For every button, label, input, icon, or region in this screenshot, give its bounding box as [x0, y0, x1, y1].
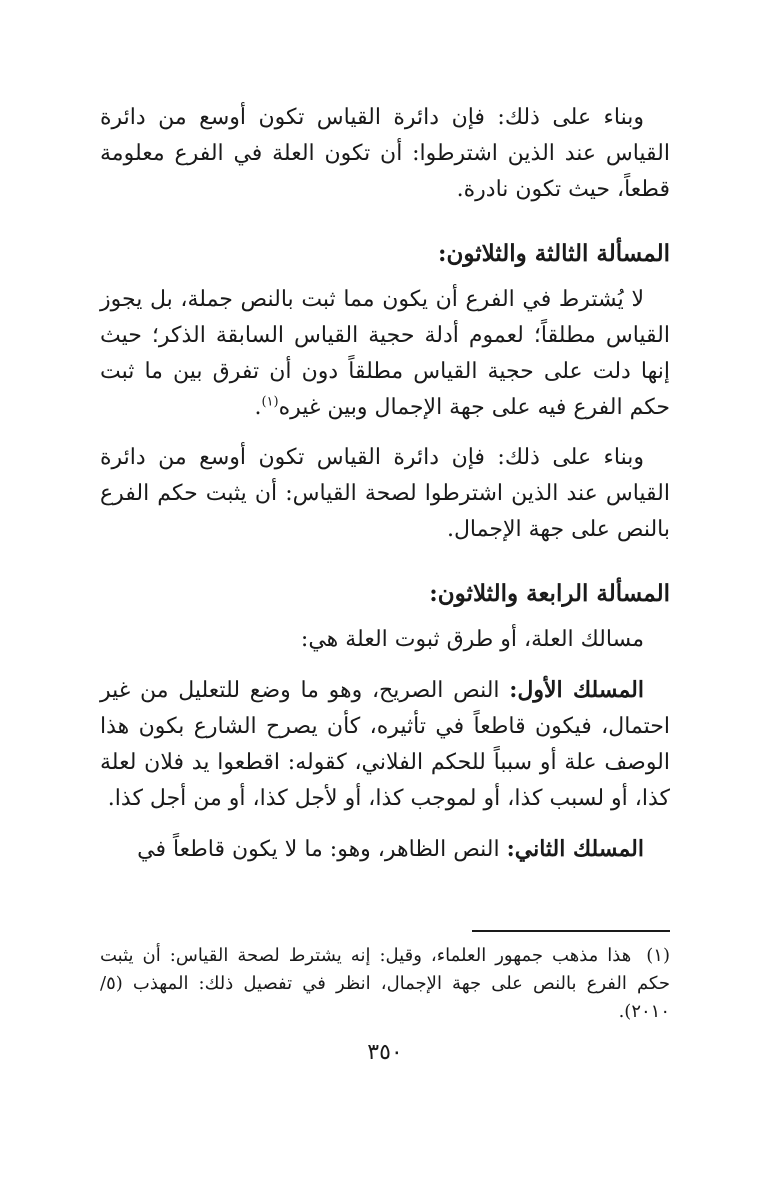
- page-number: ٣٥٠: [367, 1040, 403, 1065]
- footnote-divider: [472, 930, 670, 932]
- paragraph-3: وبناء على ذلك: فإن دائرة القياس تكون أوسع من دائرة القياس عند الذين اشترطوا لصحة القياس: أن يثبت حكم الفرع بالنص على جهة الإجمال.: [100, 445, 670, 542]
- paragraph-6-lead: المسلك الثاني:: [506, 836, 644, 862]
- footnote-ref[interactable]: (١): [261, 394, 279, 410]
- paragraph-6: [100, 831, 670, 868]
- heading-34-title: المسألة الرابعة والثلاثون:: [429, 580, 670, 607]
- paragraph-5: [100, 672, 670, 817]
- heading-33-title: المسألة الثالثة والثلاثون:: [437, 240, 670, 267]
- footnote-text: هذا مذهب جمهور العلماء، وقيل: إنه يشترط لصحة القياس: أن يثبت حكم الفرع بالنص على جهة الإجمال، انظر في تفصيل ذلك: المهذب (٥/ ٢٠١٠).: [100, 945, 670, 1022]
- paragraph-2: [100, 282, 670, 426]
- heading-34: [100, 576, 670, 612]
- paragraph-5-text: النص الصريح، وهو ما وضع للتعليل من غير احتمال، فيكون قاطعاً في تأثيره، كأن يصرح الشارع بكون هذا الوصف علة أو سبباً للحكم الفلاني، كقوله: اقطعوا يد فلان لعلة كذا، أو لسبب كذا، أو لموجب كذا، أو لأجل كذا، أو من أجل كذا.: [100, 678, 670, 811]
- footnote-number: (١): [646, 945, 670, 966]
- paragraph-1: وبناء على ذلك: فإن دائرة القياس تكون أوسع من دائرة القياس عند الذين اشترطوا: أن تكون العلة في الفرع معلومة قطعاً، حيث تكون نادرة.: [100, 105, 670, 202]
- heading-33: [100, 236, 670, 272]
- paragraph-6-text: النص الظاهر، وهو: ما لا يكون قاطعاً في: [137, 837, 507, 862]
- paragraph-2-text: لا يُشترط في الفرع أن يكون مما ثبت بالنص جملة، بل يجوز القياس مطلقاً؛ لعموم أدلة حجية القياس السابقة الذكر؛ حيث إنها دلت على حجية القياس مطلقاً دون أن تفرق بين ما ثبت حكم الفرع فيه على جهة الإجمال وبين غيره: [100, 287, 670, 420]
- paragraph-2-end: .: [254, 395, 262, 420]
- paragraph-5-lead: المسلك الأول:: [509, 677, 644, 703]
- main-text: [100, 100, 670, 868]
- paragraph-4: مسالك العلة، أو طرق ثبوت العلة هي:: [300, 627, 644, 652]
- footnote: [100, 942, 670, 1026]
